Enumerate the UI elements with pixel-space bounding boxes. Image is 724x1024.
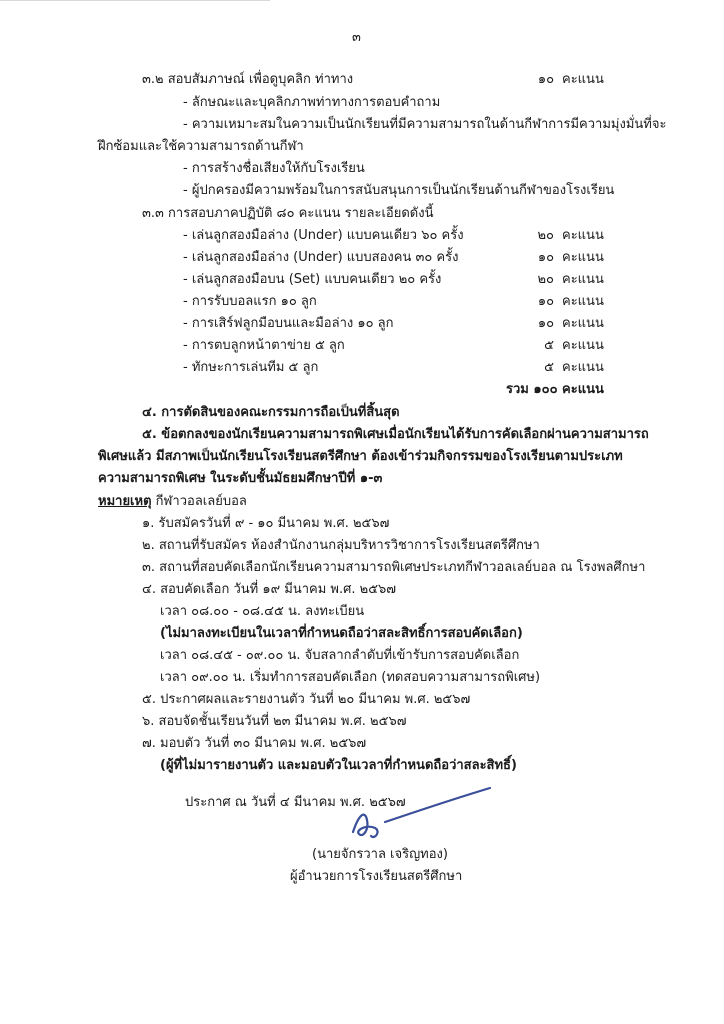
practical-item: - การเสิร์ฟลูกมือบนและมือล่าง ๑๐ ลูก — [183, 316, 394, 331]
signature-mark — [345, 784, 495, 844]
remark-note: (ผู้ที่ไม่มารายงานตัว และมอบตัวในเวลาที่กำหนดถือว่าสละสิทธิ์) — [160, 758, 517, 773]
remark-item: ๔. สอบคัดเลือก วันที่ ๑๙ มีนาคม พ.ศ. ๒๕๖๗ — [142, 582, 397, 597]
signer-name: (นายจักรวาล เจริญทอง) — [312, 847, 448, 862]
schedule-line: เวลา ๐๘.๔๕ - ๐๙.๐๐ น. จับสลากลำดับที่เข้ารับการสอบคัดเลือก — [160, 648, 520, 663]
practical-item-unit: คะแนน — [562, 272, 604, 287]
practical-item-points: ๑๐ — [537, 250, 554, 265]
remark-text: กีฬาวอลเลย์บอล — [155, 494, 247, 509]
schedule-line: เวลา ๐๘.๐๐ - ๐๘.๔๕ น. ลงทะเบียน — [160, 604, 365, 619]
practical-item: - การรับบอลแรก ๑๐ ลูก — [183, 294, 317, 309]
remark-label: หมายเหตุ — [98, 494, 152, 509]
practical-item-points: ๕ — [544, 338, 554, 353]
clause-5-line: พิเศษแล้ว มีสภาพเป็นนักเรียนโรงเรียนสตรีศึกษา ต้องเข้าร่วมกิจกรรมของโรงเรียนตามประเภท — [98, 449, 623, 464]
remark-item: ๓. สถานที่สอบคัดเลือกนักเรียนความสามารถพิเศษประเภทกีฬาวอลเลย์บอล ณ โรงพลศึกษา — [142, 560, 646, 575]
practical-item-points: ๑๐ — [537, 316, 554, 331]
remark-item: ๗. มอบตัว วันที่ ๓๐ มีนาคม พ.ศ. ๒๕๖๗ — [142, 736, 367, 751]
schedule-line: เวลา ๐๙.๐๐ น. เริ่มทำการสอบคัดเลือก (ทดสอบความสามารถพิเศษ) — [160, 670, 541, 685]
practical-item-points: ๒๐ — [537, 228, 554, 243]
interview-unit: คะแนน — [562, 72, 604, 87]
practical-item: - ทักษะการเล่นทีม ๕ ลูก — [183, 360, 319, 375]
signer-position: ผู้อำนวยการโรงเรียนสตรีศึกษา — [290, 869, 463, 884]
interview-item: - ผู้ปกครองมีความพร้อมในการสนับสนุนการเป็นนักเรียนด้านกีฬาของโรงเรียน — [183, 183, 615, 198]
remark-item: ๕. ประกาศผลและรายงานตัว วันที่ ๒๐ มีนาคม พ.ศ. ๒๕๖๗ — [142, 692, 471, 707]
practical-item: - เล่นลูกสองมือล่าง (Under) แบบสองคน ๓๐ ครั้ง — [183, 250, 459, 265]
clause-5-line: ความสามารถพิเศษ ในระดับชั้นมัธยมศึกษาปีที่ ๑-๓ — [98, 471, 383, 486]
practical-item: - เล่นลูกสองมือล่าง (Under) แบบคนเดียว ๖๐ ครั้ง — [183, 228, 464, 243]
practical-item-points: ๑๐ — [537, 294, 554, 309]
remark-item: ๒. สถานที่รับสมัคร ห้องสำนักงานกลุ่มบริหารวิชาการโรงเรียนสตรีศึกษา — [142, 538, 540, 553]
practical-item-points: ๒๐ — [537, 272, 554, 287]
interview-points: ๑๐ — [537, 72, 554, 87]
page-number: ๓ — [352, 30, 361, 45]
practical-item-unit: คะแนน — [562, 250, 604, 265]
practical-item-unit: คะแนน — [562, 360, 604, 375]
interview-heading: ๓.๒ สอบสัมภาษณ์ เพื่อดูบุคลิก ท่าทาง — [142, 72, 354, 87]
announce-date: ประกาศ ณ วันที่ ๔ มีนาคม พ.ศ. ๒๕๖๗ — [185, 795, 406, 810]
remark-line — [98, 494, 247, 510]
schedule-warning: (ไม่มาลงทะเบียนในเวลาที่กำหนดถือว่าสละสิทธิ์การสอบคัดเลือก) — [160, 626, 523, 641]
top-rule — [0, 0, 270, 1]
practical-item-unit: คะแนน — [562, 228, 604, 243]
clause-5-line: ๕. ข้อตกลงของนักเรียนความสามารถพิเศษเมื่อนักเรียนได้รับการคัดเลือกผ่านความสามารถ — [142, 427, 649, 442]
practical-item: - การตบลูกหน้าตาข่าย ๕ ลูก — [183, 338, 345, 353]
interview-item: - การสร้างชื่อเสียงให้กับโรงเรียน — [183, 161, 365, 176]
signature-stroke — [353, 788, 490, 837]
practical-item-points: ๕ — [544, 360, 554, 375]
practical-item: - เล่นลูกสองมือบน (Set) แบบคนเดียว ๒๐ ครั้ง — [183, 272, 442, 287]
remark-item: ๑. รับสมัครวันที่ ๙ - ๑๐ มีนาคม พ.ศ. ๒๕๖๗ — [142, 516, 390, 531]
clause-4: ๔. การตัดสินของคณะกรรมการถือเป็นที่สิ้นสุด — [142, 405, 400, 420]
remark-item: ๖. สอบจัดชั้นเรียนวันที่ ๒๓ มีนาคม พ.ศ. ๒๕๖๗ — [142, 714, 407, 729]
practical-item-unit: คะแนน — [562, 316, 604, 331]
practical-item-unit: คะแนน — [562, 294, 604, 309]
interview-item: - ความเหมาะสมในความเป็นนักเรียนที่มีความสามารถในด้านกีฬาการมีความมุ่งมั่นที่จะ — [183, 117, 667, 132]
practical-heading: ๓.๓ การสอบภาคปฏิบัติ ๘๐ คะแนน รายละเอียดดังนี้ — [142, 206, 434, 221]
interview-item: - ลักษณะและบุคลิกภาพท่าทางการตอบคำถาม — [183, 95, 441, 110]
practical-item-unit: คะแนน — [562, 338, 604, 353]
practical-total: รวม ๑๐๐ คะแนน — [506, 382, 604, 397]
interview-item-cont: ฝึกซ้อมและใช้ความสามารถด้านกีฬา — [98, 139, 304, 154]
